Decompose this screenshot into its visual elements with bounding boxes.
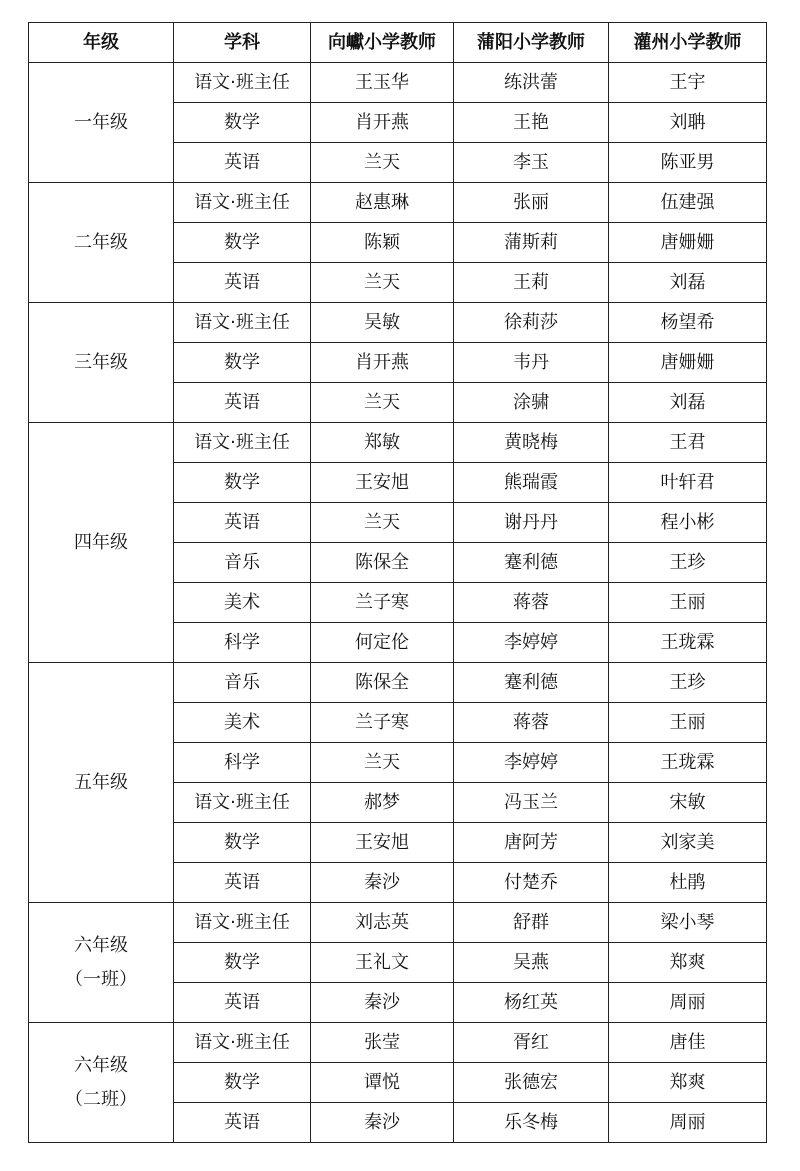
table-row: [29, 903, 767, 943]
teacher-xiangyan-cell: 兰天: [311, 743, 454, 783]
teacher-puyang-cell: 乐冬梅: [454, 1103, 609, 1143]
table-row: [29, 63, 767, 103]
subject-cell: 音乐: [174, 663, 311, 703]
teacher-puyang-cell: 蹇利德: [454, 663, 609, 703]
subject-cell: 语文·班主任: [174, 903, 311, 943]
teacher-xiangyan-cell: 秦沙: [311, 983, 454, 1023]
subject-cell: 科学: [174, 623, 311, 663]
table-row: [29, 663, 767, 703]
teacher-xiangyan-cell: 王礼文: [311, 943, 454, 983]
subject-cell: 数学: [174, 103, 311, 143]
teacher-xiangyan-cell: 兰子寒: [311, 703, 454, 743]
header-subject: 学科: [174, 23, 311, 63]
grade-cell: 一年级: [29, 63, 174, 183]
teacher-xiangyan-cell: 赵惠琳: [311, 183, 454, 223]
teacher-guanzhou-cell: 王丽: [609, 703, 767, 743]
grade-cell: 五年级: [29, 663, 174, 903]
table-row: [29, 1023, 767, 1063]
teacher-xiangyan-cell: 谭悦: [311, 1063, 454, 1103]
teacher-guanzhou-cell: 程小彬: [609, 503, 767, 543]
teacher-xiangyan-cell: 陈颖: [311, 223, 454, 263]
teacher-xiangyan-cell: 王安旭: [311, 823, 454, 863]
teacher-xiangyan-cell: 兰天: [311, 263, 454, 303]
teacher-guanzhou-cell: 杜鹃: [609, 863, 767, 903]
teacher-guanzhou-cell: 王君: [609, 423, 767, 463]
teacher-guanzhou-cell: 梁小琴: [609, 903, 767, 943]
teacher-puyang-cell: 李婷婷: [454, 623, 609, 663]
teacher-assignment-table: [28, 22, 767, 1143]
teacher-puyang-cell: 谢丹丹: [454, 503, 609, 543]
grade-cell: 四年级: [29, 423, 174, 663]
teacher-xiangyan-cell: 郝梦: [311, 783, 454, 823]
teacher-guanzhou-cell: 叶轩君: [609, 463, 767, 503]
teacher-puyang-cell: 熊瑞霞: [454, 463, 609, 503]
subject-cell: 英语: [174, 383, 311, 423]
teacher-puyang-cell: 蹇利德: [454, 543, 609, 583]
teacher-guanzhou-cell: 周丽: [609, 983, 767, 1023]
subject-cell: 英语: [174, 983, 311, 1023]
header-school-xiangyan: 向巘小学教师: [311, 23, 454, 63]
teacher-guanzhou-cell: 杨望希: [609, 303, 767, 343]
teacher-puyang-cell: 冯玉兰: [454, 783, 609, 823]
grade-cell: 三年级: [29, 303, 174, 423]
teacher-puyang-cell: 杨红英: [454, 983, 609, 1023]
teacher-guanzhou-cell: 陈亚男: [609, 143, 767, 183]
teacher-guanzhou-cell: 周丽: [609, 1103, 767, 1143]
teacher-guanzhou-cell: 刘磊: [609, 383, 767, 423]
header-grade: 年级: [29, 23, 174, 63]
teacher-guanzhou-cell: 郑爽: [609, 943, 767, 983]
teacher-xiangyan-cell: 肖开燕: [311, 343, 454, 383]
subject-cell: 美术: [174, 583, 311, 623]
teacher-xiangyan-cell: 刘志英: [311, 903, 454, 943]
grade-label-line2: （二班）: [65, 1088, 137, 1110]
teacher-puyang-cell: 李玉: [454, 143, 609, 183]
grade-cell: 二年级: [29, 183, 174, 303]
table-header: [29, 23, 767, 63]
teacher-guanzhou-cell: 刘家美: [609, 823, 767, 863]
teacher-guanzhou-cell: 唐姗姗: [609, 343, 767, 383]
teacher-guanzhou-cell: 王珑霖: [609, 623, 767, 663]
table-body: [29, 63, 767, 1143]
teacher-puyang-cell: 张德宏: [454, 1063, 609, 1103]
teacher-xiangyan-cell: 王玉华: [311, 63, 454, 103]
subject-cell: 数学: [174, 463, 311, 503]
teacher-guanzhou-cell: 唐姗姗: [609, 223, 767, 263]
teacher-puyang-cell: 蒋蓉: [454, 583, 609, 623]
teacher-xiangyan-cell: 兰子寒: [311, 583, 454, 623]
teacher-guanzhou-cell: 王珍: [609, 543, 767, 583]
grade-label-line1: 六年级: [74, 934, 128, 956]
teacher-puyang-cell: 徐莉莎: [454, 303, 609, 343]
header-school-puyang: 蒲阳小学教师: [454, 23, 609, 63]
teacher-guanzhou-cell: 王珍: [609, 663, 767, 703]
teacher-guanzhou-cell: 王丽: [609, 583, 767, 623]
subject-cell: 英语: [174, 503, 311, 543]
teacher-xiangyan-cell: 秦沙: [311, 1103, 454, 1143]
teacher-guanzhou-cell: 宋敏: [609, 783, 767, 823]
subject-cell: 美术: [174, 703, 311, 743]
subject-cell: 语文·班主任: [174, 63, 311, 103]
subject-cell: 数学: [174, 1063, 311, 1103]
teacher-guanzhou-cell: 刘聃: [609, 103, 767, 143]
grade-cell: [29, 903, 174, 1023]
table-row: [29, 303, 767, 343]
teacher-puyang-cell: 舒群: [454, 903, 609, 943]
teacher-xiangyan-cell: 兰天: [311, 143, 454, 183]
subject-cell: 数学: [174, 943, 311, 983]
teacher-puyang-cell: 唐阿芳: [454, 823, 609, 863]
teacher-puyang-cell: 练洪蕾: [454, 63, 609, 103]
teacher-xiangyan-cell: 兰天: [311, 503, 454, 543]
teacher-puyang-cell: 涂骕: [454, 383, 609, 423]
teacher-puyang-cell: 付楚乔: [454, 863, 609, 903]
teacher-puyang-cell: 张丽: [454, 183, 609, 223]
table-row: [29, 183, 767, 223]
teacher-puyang-cell: 蒲斯莉: [454, 223, 609, 263]
teacher-puyang-cell: 黄晓梅: [454, 423, 609, 463]
subject-cell: 语文·班主任: [174, 423, 311, 463]
subject-cell: 语文·班主任: [174, 303, 311, 343]
teacher-xiangyan-cell: 何定伦: [311, 623, 454, 663]
teacher-puyang-cell: 吴燕: [454, 943, 609, 983]
teacher-xiangyan-cell: 张莹: [311, 1023, 454, 1063]
grade-cell: [29, 1023, 174, 1143]
teacher-guanzhou-cell: 伍建强: [609, 183, 767, 223]
teacher-guanzhou-cell: 王珑霖: [609, 743, 767, 783]
teacher-puyang-cell: 蒋蓉: [454, 703, 609, 743]
subject-cell: 英语: [174, 143, 311, 183]
header-school-guanzhou: 灌州小学教师: [609, 23, 767, 63]
subject-cell: 语文·班主任: [174, 183, 311, 223]
teacher-xiangyan-cell: 王安旭: [311, 463, 454, 503]
teacher-puyang-cell: 韦丹: [454, 343, 609, 383]
teacher-guanzhou-cell: 王宇: [609, 63, 767, 103]
teacher-guanzhou-cell: 唐佳: [609, 1023, 767, 1063]
teacher-xiangyan-cell: 吴敏: [311, 303, 454, 343]
teacher-puyang-cell: 胥红: [454, 1023, 609, 1063]
subject-cell: 语文·班主任: [174, 783, 311, 823]
teacher-puyang-cell: 李婷婷: [454, 743, 609, 783]
teacher-guanzhou-cell: 郑爽: [609, 1063, 767, 1103]
teacher-xiangyan-cell: 陈保全: [311, 543, 454, 583]
subject-cell: 语文·班主任: [174, 1023, 311, 1063]
teacher-xiangyan-cell: 兰天: [311, 383, 454, 423]
table-row: [29, 423, 767, 463]
subject-cell: 英语: [174, 863, 311, 903]
grade-label-line1: 六年级: [74, 1054, 128, 1076]
subject-cell: 数学: [174, 343, 311, 383]
teacher-puyang-cell: 王艳: [454, 103, 609, 143]
subject-cell: 英语: [174, 263, 311, 303]
teacher-xiangyan-cell: 陈保全: [311, 663, 454, 703]
subject-cell: 英语: [174, 1103, 311, 1143]
subject-cell: 数学: [174, 823, 311, 863]
teacher-xiangyan-cell: 秦沙: [311, 863, 454, 903]
teacher-puyang-cell: 王莉: [454, 263, 609, 303]
teacher-guanzhou-cell: 刘磊: [609, 263, 767, 303]
grade-label-line2: （一班）: [65, 968, 137, 990]
subject-cell: 科学: [174, 743, 311, 783]
subject-cell: 数学: [174, 223, 311, 263]
subject-cell: 音乐: [174, 543, 311, 583]
teacher-xiangyan-cell: 郑敏: [311, 423, 454, 463]
header-row: [29, 23, 767, 63]
teacher-xiangyan-cell: 肖开燕: [311, 103, 454, 143]
